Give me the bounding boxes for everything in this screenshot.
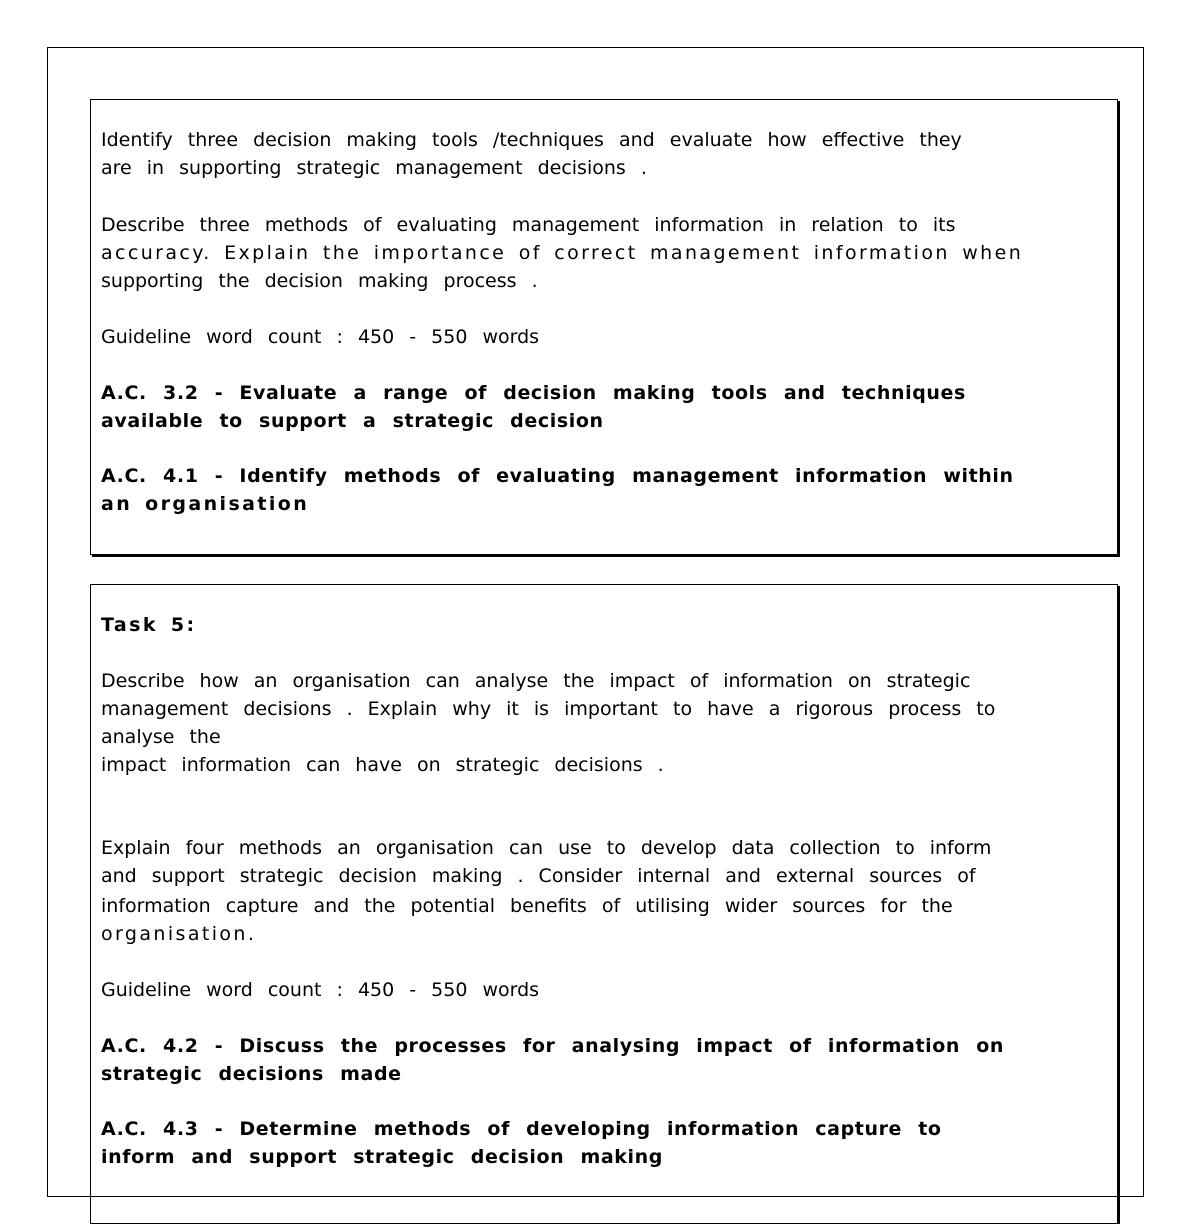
text-line: A.C. 4.3 - Determine methods of developing information capture to [101, 1118, 942, 1140]
text-line: accuracy. Explain the importance of correct management information when [101, 242, 1024, 264]
text-line: information capture and the potential benefits of utilising wider sources for the [101, 895, 953, 917]
task4-criterion-4-1 [101, 462, 1106, 518]
text-line: Identify three decision making tools /techniques and evaluate how effective they [101, 129, 962, 151]
text-line: analyse the [101, 726, 221, 748]
task4-criterion-3-2 [101, 379, 1106, 435]
text-line: management decisions . Explain why it is important to have a rigorous process to [101, 698, 996, 720]
text-line: are in supporting strategic management decisions . [101, 157, 647, 179]
text-line: organisation. [101, 923, 257, 945]
task5-criterion-4-2 [101, 1032, 1106, 1088]
text-line: an organisation [101, 493, 310, 515]
text-line: supporting the decision making process . [101, 270, 538, 292]
text-line: inform and support strategic decision making [101, 1146, 663, 1168]
task4-instruction-1 [101, 126, 1106, 182]
task5-title: Task 5: [101, 614, 197, 636]
text-line: available to support a strategic decision [101, 410, 604, 432]
text-line: Describe three methods of evaluating management information in relation to its [101, 214, 956, 236]
task5-criterion-4-3 [101, 1115, 1106, 1171]
text-line: strategic decisions made [101, 1063, 402, 1085]
text-line: Describe how an organisation can analyse the impact of information on strategic [101, 670, 971, 692]
text-line: impact information can have on strategic decisions . [101, 754, 664, 776]
text-line: Explain four methods an organisation can use to develop data collection to inform [101, 837, 992, 859]
task5-guideline: Guideline word count : 450 - 550 words [101, 979, 540, 1001]
text-line: A.C. 4.1 - Identify methods of evaluating management information within [101, 465, 1014, 487]
task4-guideline: Guideline word count : 450 - 550 words [101, 326, 540, 348]
text-line: A.C. 3.2 - Evaluate a range of decision making tools and techniques [101, 382, 966, 404]
task5-instruction-2 [101, 834, 1106, 948]
task5-instruction-1 [101, 667, 1106, 779]
text-line: A.C. 4.2 - Discuss the processes for analysing impact of information on [101, 1035, 1005, 1057]
text-line: and support strategic decision making . Consider internal and external sources of [101, 865, 976, 887]
task4-instruction-2 [101, 211, 1106, 295]
